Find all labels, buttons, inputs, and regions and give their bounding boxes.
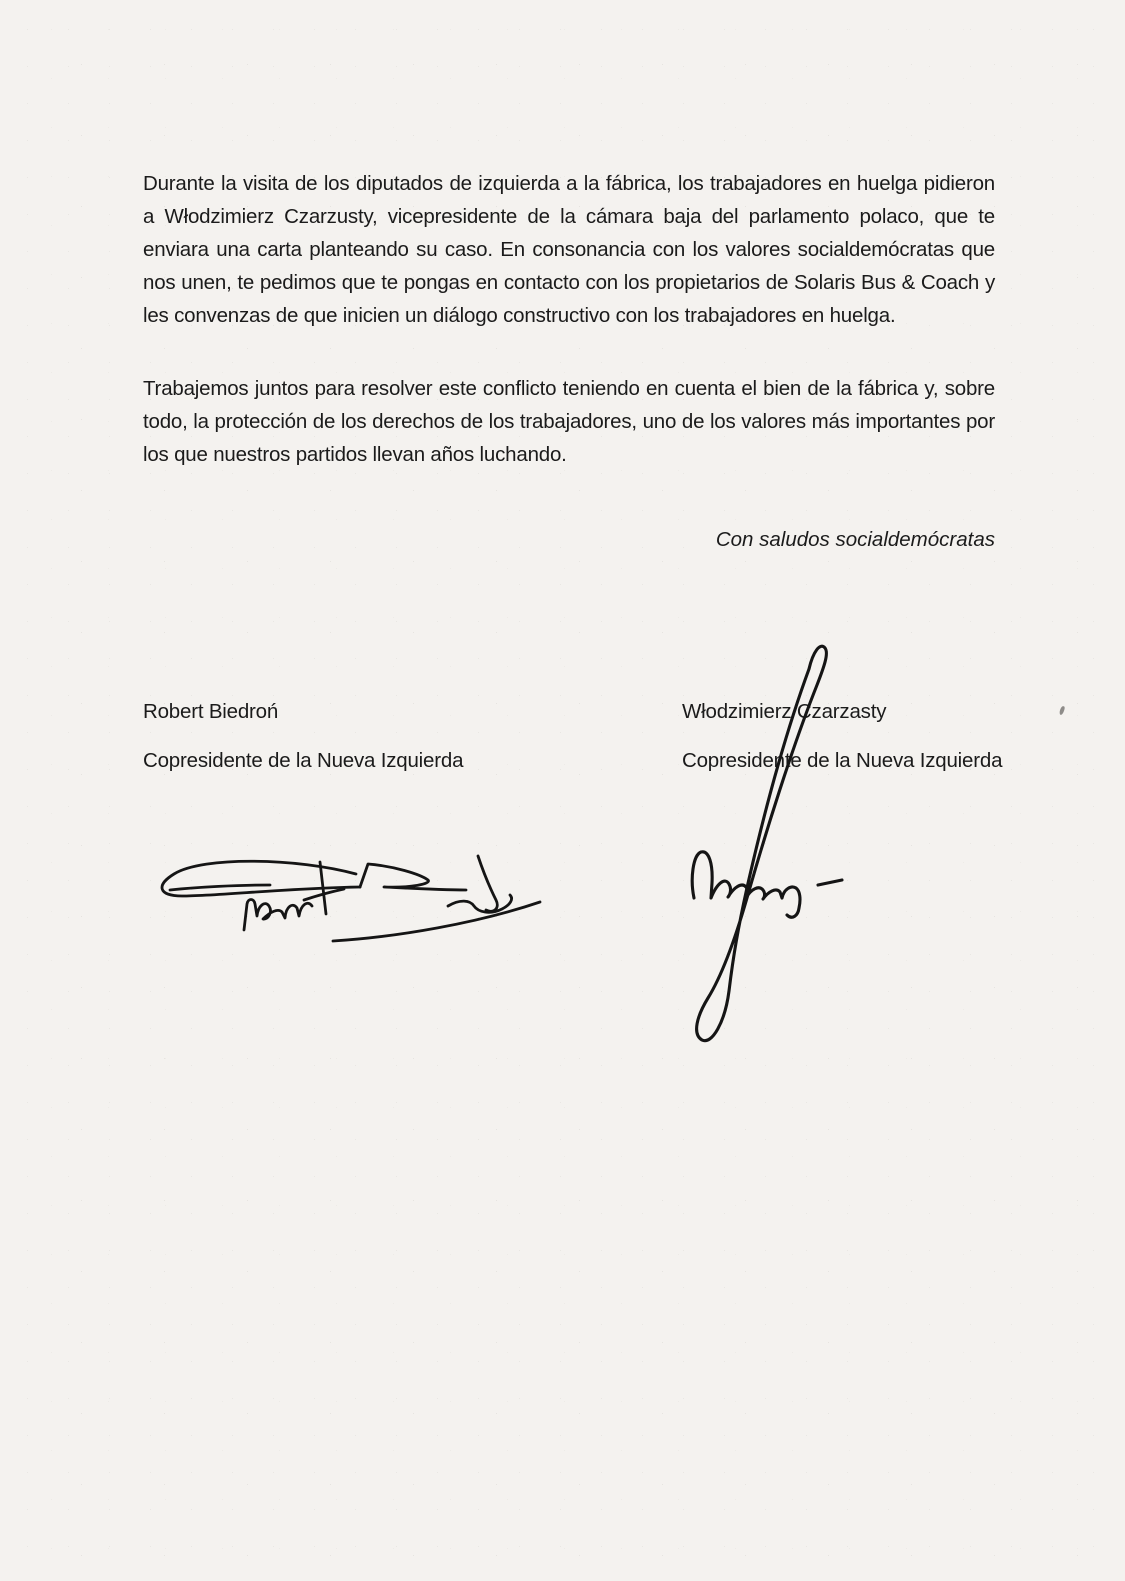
- signatory-block-left: [143, 700, 463, 773]
- signatory-name-right: Włodzimierz Czarzasty: [682, 700, 887, 723]
- paragraph-1: Durante la visita de los diputados de izquierda a la fábrica, los trabajadores en huelga pidieron a Włodzimierz Czarzusty, vicepresidente de la cámara baja del parlamento polaco, que te enviara una carta planteando su caso. En consonancia con los valores socialdemócratas que nos unen, te pedimos que te pongas en contacto con los propietarios de Solaris Bus & Coach y les convenzas de que inicien un diálogo constructivo con los trabajadores en huelga.: [143, 172, 995, 327]
- signatory-title-left: Copresidente de la Nueva Izquierda: [143, 749, 464, 772]
- wlodzimierz-czarzasty-signature-icon: [668, 636, 868, 1051]
- paragraph-2: Trabajemos juntos para resolver este conflicto teniendo en cuenta el bien de la fábrica y, sobre todo, la protección de los derechos de los trabajadores, uno de los valores más importantes por los que nuestros partidos llevan años luchando.: [143, 377, 995, 466]
- signatory-block-right: [682, 700, 1002, 773]
- signatory-title-right: Copresidente de la Nueva Izquierda: [682, 749, 1003, 772]
- robert-biedron-signature-icon: [148, 838, 548, 953]
- signatory-name-left: Robert Biedroń: [143, 700, 279, 723]
- closing-salutation: Con saludos socialdemócratas: [715, 528, 995, 551]
- scan-ink-speck: [1059, 706, 1066, 716]
